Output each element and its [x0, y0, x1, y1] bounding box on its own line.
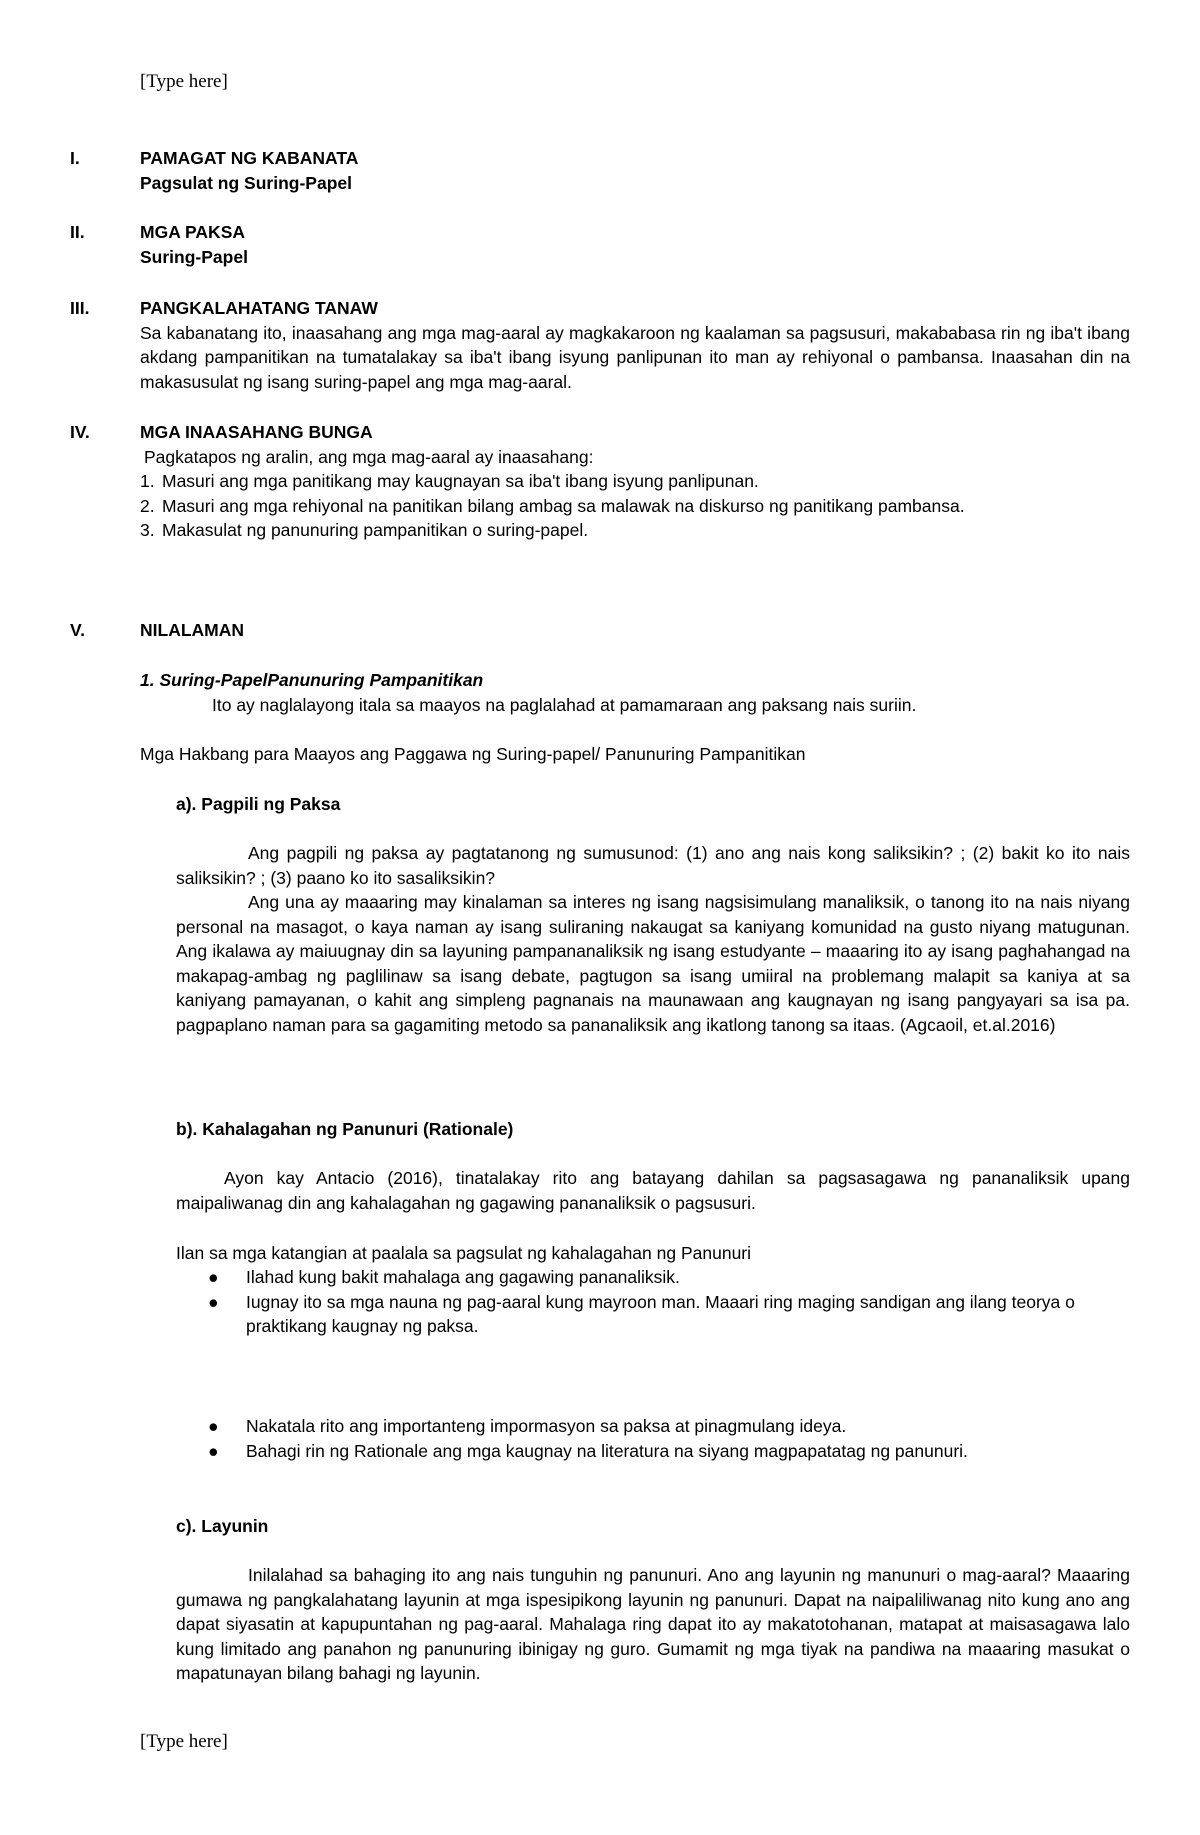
section-3-title: PANGKALAHATANG TANAW — [140, 298, 378, 318]
list-item-text: Bahagi rin ng Rationale ang mga kaugnay na literatura na siyang magpapatatag ng panunuri. — [246, 1440, 968, 1461]
list-item-text: Nakatala rito ang importanteng impormasyon sa paksa at pinagmulang ideya. — [246, 1416, 847, 1436]
outcome-text: Makasulat ng panunuring pampanitikan o suring-papel. — [162, 520, 589, 540]
section-4-title: MGA INAASAHANG BUNGA — [140, 422, 373, 442]
bullet-icon: ● — [208, 1267, 219, 1287]
outcome-item — [140, 469, 1130, 494]
bullet-icon: ● — [208, 1291, 219, 1312]
section-5-title: NILALAMAN — [140, 620, 245, 640]
section-2-numeral: II. — [70, 222, 85, 242]
subsection-suring-papel — [140, 668, 1130, 717]
step-a-title: a). Pagpili ng Paksa — [176, 794, 341, 814]
step-b-paragraph-1: Ayon kay Antacio (2016), tinatalakay rito ang batayang dahilan sa pagsasagawa ng pananaliksik upang maipaliwanag din ang kahalagahan ng gagawing pananaliksik o pagsusuri. — [176, 1168, 1130, 1213]
bullet-list-2 — [208, 1414, 1130, 1463]
list-item-text: Iugnay ito sa mga nauna ng pag-aaral kung mayroon man. Maaari ring maging sandigan ang ilang teorya o praktikang kaugnay ng paksa. — [246, 1291, 1075, 1336]
step-c-paragraph-1: Inilalahad sa bahaging ito ang nais tunguhin ng panunuri. Ano ang layunin ng manunuri o mag-aaral? Maaaring gumawa ng pangkalahatang layunin at mga ispesipikong layunin ng panunuri. Dapat na naipaliliwanag nito kung ano ang dapat siyasatin at kapupuntahan ng pag-aaral. Mahalaga ring dapat ito ay makatotohanan, matapat at maisasagawa lalo kung limitado ang panahon ng panunuring ibinigay ng guro. Gumamit ng mga tiyak na pandiwa na maaaring masukat o mapatunayan bilang bahagi ng layunin. — [176, 1565, 1130, 1683]
bullet-list-1 — [208, 1265, 1130, 1339]
step-a-paragraph-2: Ang una ay maaaring may kinalaman sa interes ng isang nagsisimulang manaliksik, o tanong ito na nais niyang personal na masagot, o kaya naman ay isang suliraning nakaugat sa kaniyang komunidad na gusto niyang matugunan. Ang ikalawa ay maiuugnay din sa layuning pampananaliksik ng isang estudyante – maaaring ito ay isang paghahangad na makapag-ambag ng paglilinaw sa isang debate, pagtugon sa isang umiiral na problemang malapit sa kaniya at sa kaniyang pamayanan, o kahit ang simpleng pagnanais na maunawaan ang kaugnayan ng isang pangyayari sa isa pa. pagpaplano naman para sa gagamiting metodo sa pananaliksik ang ikatlong tanong sa itaas. (Agcaoil, et.al.2016) — [176, 892, 1130, 1035]
bullet-icon: ● — [208, 1440, 219, 1461]
outcome-text: Masuri ang mga panitikang may kaugnayan sa iba't ibang isyung panlipunan. — [162, 471, 759, 491]
section-4-intro: Pagkatapos ng aralin, ang mga mag-aaral ay inaasahang: — [144, 446, 594, 467]
section-3-numeral: III. — [70, 298, 90, 318]
list-item — [208, 1290, 1130, 1339]
step-b-list-heading: Ilan sa mga katangian at paalala sa pagsulat ng kahalagahan ng Panunuri — [176, 1243, 752, 1263]
list-item — [208, 1414, 1130, 1439]
step-b-title: b). Kahalagahan ng Panunuri (Rationale) — [176, 1119, 514, 1139]
section-1-numeral: I. — [70, 148, 80, 168]
list-item-text: Ilahad kung bakit mahalaga ang gagawing pananaliksik. — [246, 1267, 680, 1287]
step-c-title: c). Layunin — [176, 1516, 269, 1536]
section-1-subtitle: Pagsulat ng Suring-Papel — [140, 172, 352, 193]
list-item — [208, 1265, 1130, 1290]
outcome-item — [140, 518, 1130, 543]
section-4-numeral: IV. — [70, 422, 90, 442]
footer-placeholder: [Type here] — [140, 1731, 228, 1752]
subsection-text: Ito ay naglalayong itala sa maayos na paglalahad at pamamaraan ang paksang nais suriin. — [212, 694, 917, 715]
header-placeholder: [Type here] — [140, 71, 228, 92]
step-a-content — [176, 841, 1130, 1037]
outcome-number: 2. — [140, 495, 155, 516]
outcome-text: Masuri ang mga rehiyonal na panitikan bilang ambag sa malawak na diskurso ng panitikang pambansa. — [162, 495, 965, 516]
bullet-icon: ● — [208, 1416, 219, 1436]
outcome-number: 1. — [140, 471, 155, 491]
subsection-title: 1. Suring-PapelPanunuring Pampanitikan — [140, 670, 484, 690]
section-2-title: MGA PAKSA — [140, 222, 245, 242]
section-3-text: Sa kabanatang ito, inaasahang ang mga mag-aaral ay magkakaroon ng kaalaman sa pagsusuri, makababasa rin ng iba't ibang akdang pampanitikan na tumatalakay sa iba't ibang isyung panlipunan ito man ay rehiyonal o pambansa. Inaasahan din na makasusulat ng isang suring-papel ang mga mag-aaral. — [140, 322, 1130, 392]
section-2-subtitle: Suring-Papel — [140, 246, 248, 267]
step-a-paragraph-1: Ang pagpili ng paksa ay pagtatanong ng sumusunod: (1) ano ang nais kong saliksikin? ; (2) bakit ko ito nais saliksikin? ; (3) paano ko ito sasaliksikin? — [176, 843, 1130, 888]
section-5-numeral: V. — [70, 620, 85, 640]
section-1-title: PAMAGAT NG KABANATA — [140, 148, 359, 168]
list-item — [208, 1439, 1130, 1464]
steps-heading: Mga Hakbang para Maayos ang Paggawa ng Suring-papel/ Panunuring Pampanitikan — [140, 744, 806, 764]
outcome-item — [140, 494, 1130, 519]
outcome-number: 3. — [140, 520, 155, 540]
